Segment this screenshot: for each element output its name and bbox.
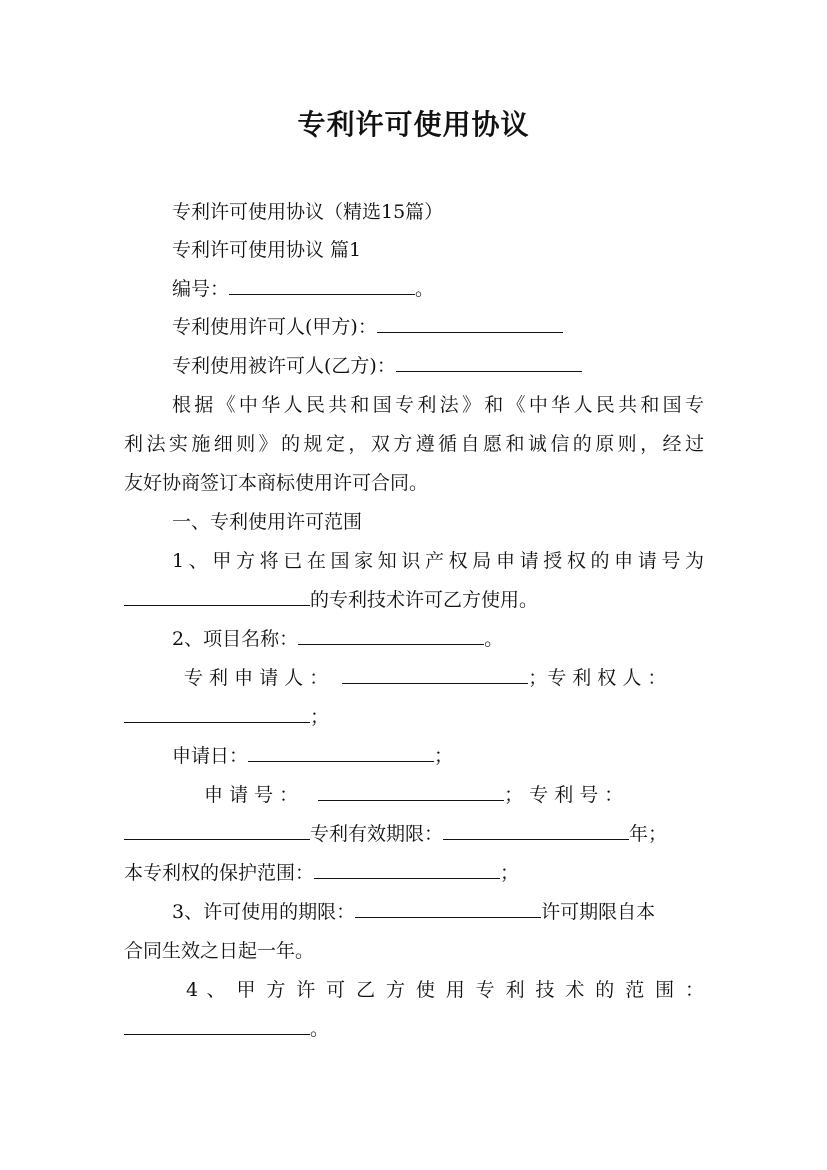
- licensor-label: 专利使用许可人(甲方)：: [172, 316, 377, 338]
- use-scope-blank: [124, 1016, 310, 1035]
- item4-end: 。: [310, 1018, 330, 1040]
- preamble-line-3: 友好协商签订本商标使用许可合同。: [124, 472, 429, 494]
- item2-line: [172, 626, 704, 652]
- number-end: 。: [415, 278, 435, 300]
- apply-date-end: ；: [434, 745, 454, 767]
- item1-line-2: [124, 587, 704, 613]
- patent-number-blank: [124, 821, 310, 840]
- scope-line: [124, 860, 704, 886]
- patentee-end: ；: [310, 706, 330, 728]
- number-blank: [229, 276, 415, 295]
- preamble-line-2: 利法实施细则》的规定，双方遵循自愿和诚信的原则，经过: [124, 433, 704, 455]
- subtitle-line: 专利许可使用协议（精选15篇）: [172, 201, 444, 223]
- number-line: [172, 276, 704, 302]
- item2-label: 2、项目名称：: [172, 628, 299, 650]
- apply-date-line: [172, 743, 704, 769]
- licensor-line: [172, 314, 704, 340]
- validity-end: 年；: [629, 823, 668, 845]
- scope-blank: [314, 860, 500, 879]
- licensee-label: 专利使用被许可人(乙方)：: [172, 355, 396, 377]
- section-heading: 专利许可使用协议 篇1: [172, 239, 362, 261]
- apply-number-label: 申 请 号 ：: [204, 784, 299, 806]
- validity-line: [124, 821, 704, 847]
- item3-line-1: [172, 899, 704, 925]
- patentee-blank: [124, 704, 310, 723]
- item2-end: 。: [484, 628, 504, 650]
- period-blank: [355, 899, 541, 918]
- item1-line-1: 1、甲方将已在国家知识产权局申请授权的申请号为: [172, 550, 704, 572]
- item4-line-2: [124, 1016, 704, 1042]
- item1-line-2-text: 的专利技术许可乙方使用。: [310, 589, 539, 611]
- document-title: 专利许可使用协议: [297, 108, 530, 141]
- applicant-line: [184, 665, 704, 691]
- patentee-label: ；专 利 权 人 ：: [528, 667, 667, 689]
- apply-date-label: 申请日：: [172, 745, 249, 767]
- applicant-label: 专 利 申 请 人 ：: [184, 667, 329, 689]
- item3-mid: 许可期限自本: [541, 901, 656, 923]
- apply-number-line: [204, 782, 704, 808]
- number-label: 编号：: [172, 278, 230, 300]
- scope-label: 本专利权的保护范围：: [124, 862, 315, 884]
- preamble-line-1: 根据《中华人民共和国专利法》和《中华人民共和国专: [172, 394, 704, 416]
- apply-date-blank: [248, 743, 434, 762]
- licensee-blank: [396, 353, 582, 372]
- patent-number-label: ； 专 利 号 ：: [504, 784, 624, 806]
- apply-number-blank: [318, 782, 504, 801]
- applicant-blank: [342, 665, 528, 684]
- item3-label: 3、许可使用的期限：: [172, 901, 356, 923]
- scope-end: ；: [500, 862, 520, 884]
- item4-line-1: 4 、 甲 方 许 可 乙 方 使 用 专 利 技 术 的 范 围 ：: [186, 979, 704, 1001]
- licensor-blank: [377, 314, 563, 333]
- validity-label: 专利有效期限：: [310, 823, 444, 845]
- clause-heading-1: 一、专利使用许可范围: [172, 511, 363, 533]
- item3-line-2: 合同生效之日起一年。: [124, 940, 315, 962]
- application-number-blank: [124, 587, 310, 606]
- validity-blank: [443, 821, 629, 840]
- project-name-blank: [298, 626, 484, 645]
- licensee-line: [172, 353, 704, 379]
- patentee-line: [124, 704, 704, 730]
